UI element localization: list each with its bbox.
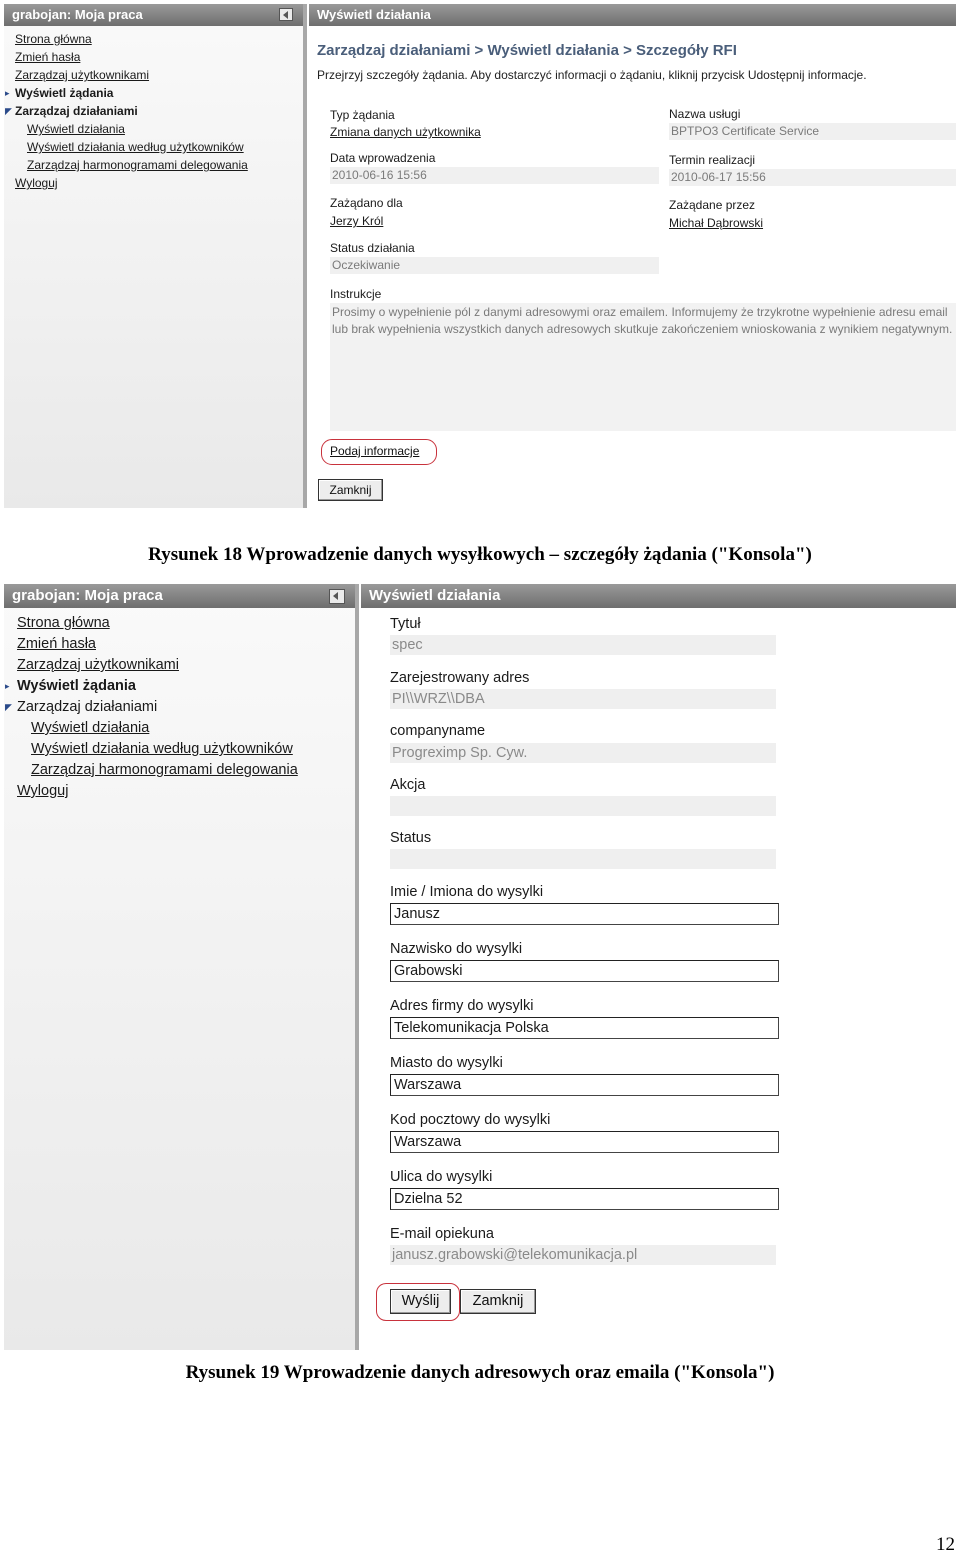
city-input[interactable] [390, 1074, 779, 1096]
collapsed-arrow-icon: ▸ [5, 681, 10, 691]
postal-code-label: Kod pocztowy do wysylki [390, 1112, 551, 1128]
sidebar-title: grabojan: Moja praca [12, 7, 143, 22]
figure-caption-19: Rysunek 19 Wprowadzenie danych adresowych oraz emaila ("Konsola") [185, 1362, 775, 1383]
nav-zmien-hasla[interactable]: Zmień hasła [15, 50, 81, 64]
nav-strona-glowna[interactable]: Strona główna [17, 615, 110, 631]
action-label: Akcja [390, 777, 426, 793]
sidebar-nav [4, 30, 303, 192]
main-panel [309, 4, 956, 508]
nav-strona-glowna[interactable]: Strona główna [15, 32, 92, 46]
status-value [390, 849, 776, 869]
company-address-label: Adres firmy do wysylki [390, 998, 534, 1014]
action-status-value: Oczekiwanie [330, 257, 659, 274]
service-name-value: BPTPO3 Certificate Service [669, 123, 956, 140]
close-button[interactable]: Zamknij [318, 479, 383, 501]
nav-wyswietl-zadania-label: Wyświetl żądania [17, 678, 136, 694]
provide-info-button[interactable]: Podaj informacje [330, 444, 420, 458]
intro-text: Przejrzyj szczegóły żądania. Aby dostarczyć informacji o żądaniu, kliknij przycisk Udostępnij informacje. [317, 68, 867, 82]
nav-zarzadzaj-dzialaniami-label: Zarządzaj działaniami [17, 699, 158, 715]
status-label: Status [390, 830, 432, 846]
street-input[interactable] [390, 1188, 779, 1210]
service-name-label: Nazwa usługi [669, 107, 741, 121]
title-value: spec [390, 635, 776, 655]
breadcrumb: Zarządzaj działaniami > Wyświetl działania > Szczegóły RFI [317, 42, 737, 59]
collapse-sidebar-icon[interactable] [329, 589, 345, 604]
main-header [361, 584, 956, 608]
nav-harmonogramy-delegowania[interactable]: Zarządzaj harmonogramami delegowania [31, 762, 298, 778]
registered-address-value: PI\\WRZ\\DBA [390, 689, 776, 709]
main-panel [361, 584, 956, 1350]
entry-date-label: Data wprowadzenia [330, 151, 436, 165]
street-label: Ulica do wysylki [390, 1169, 493, 1185]
requested-by-link[interactable]: Michał Dąbrowski [669, 216, 764, 230]
requested-for-link[interactable]: Jerzy Król [330, 214, 384, 228]
postal-code-input[interactable] [390, 1131, 779, 1153]
action-value [390, 796, 776, 816]
nav-zarzadzaj-dzialaniami-label: Zarządzaj działaniami [15, 104, 138, 118]
registered-address-label: Zarejestrowany adres [390, 670, 530, 686]
main-title: Wyświetl działania [317, 7, 431, 22]
nav-zmien-hasla[interactable]: Zmień hasła [17, 636, 96, 652]
nav-zarzadzaj-uzytkownikami[interactable]: Zarządzaj użytkownikami [17, 657, 179, 673]
companyname-label: companyname [390, 723, 486, 739]
nav-wyswietl-zadania[interactable] [4, 84, 303, 102]
email-label: E-mail opiekuna [390, 1226, 494, 1242]
request-type-link[interactable]: Zmiana danych użytkownika [330, 125, 481, 139]
nav-zarzadzaj-uzytkownikami[interactable]: Zarządzaj użytkownikami [15, 68, 150, 82]
first-name-input[interactable] [390, 903, 779, 925]
nav-wyswietl-zadania[interactable] [4, 676, 355, 697]
requested-for-label: Zażądano dla [330, 196, 403, 210]
sidebar [4, 4, 307, 508]
nav-wyswietl-dzialania[interactable]: Wyświetl działania [27, 122, 125, 136]
instructions-label: Instrukcje [330, 287, 382, 301]
nav-wyloguj[interactable]: Wyloguj [17, 783, 69, 799]
sidebar-nav [4, 613, 355, 802]
sidebar [4, 584, 359, 1350]
collapse-sidebar-icon[interactable] [279, 8, 293, 21]
close-button[interactable]: Zamknij [460, 1289, 536, 1314]
email-value: janusz.grabowski@telekomunikacja.pl [390, 1245, 776, 1265]
company-address-input[interactable] [390, 1017, 779, 1039]
sidebar-header [4, 4, 303, 26]
last-name-label: Nazwisko do wysylki [390, 941, 523, 957]
main-header [309, 4, 956, 26]
city-label: Miasto do wysylki [390, 1055, 503, 1071]
instructions-text: Prosimy o wypełnienie pól z danymi adresowymi oraz emailem. Informujemy że trzykrotne wypełnienie adresu email lub brak wypełnienia wszystkich danych adresowych skutkuje zakończeniem wnioskowania z wynikiem negatywnym. [330, 303, 956, 431]
collapsed-arrow-icon: ▸ [5, 88, 10, 98]
sidebar-header [4, 584, 355, 608]
requested-by-label: Zażądane przez [669, 198, 756, 212]
send-button[interactable]: Wyślij [390, 1289, 451, 1314]
request-type-label: Typ żądania [330, 108, 395, 122]
screenshot-address-form [4, 584, 956, 1350]
last-name-input[interactable] [390, 960, 779, 982]
nav-wyloguj[interactable]: Wyloguj [15, 176, 58, 190]
companyname-value: Progreximp Sp. Cyw. [390, 743, 776, 763]
nav-zarzadzaj-dzialaniami[interactable] [4, 697, 355, 718]
action-status-label: Status działania [330, 241, 415, 255]
screenshot-rfi-details [4, 4, 956, 508]
nav-dzialania-wg-uzytkownikow[interactable]: Wyświetl działania według użytkowników [31, 741, 293, 757]
due-date-value: 2010-06-17 15:56 [669, 169, 956, 186]
title-label: Tytuł [390, 616, 421, 632]
expanded-arrow-icon: ◤ [5, 106, 12, 116]
nav-wyswietl-zadania-label: Wyświetl żądania [15, 86, 114, 100]
nav-dzialania-wg-uzytkownikow[interactable]: Wyświetl działania według użytkowników [27, 140, 244, 154]
due-date-label: Termin realizacji [669, 153, 756, 167]
nav-zarzadzaj-dzialaniami[interactable] [4, 102, 303, 120]
entry-date-value: 2010-06-16 15:56 [330, 167, 659, 184]
sidebar-title: grabojan: Moja praca [12, 587, 163, 604]
main-title: Wyświetl działania [369, 587, 501, 604]
expanded-arrow-icon: ◤ [5, 702, 12, 712]
page-number: 12 [936, 1534, 955, 1555]
nav-harmonogramy-delegowania[interactable]: Zarządzaj harmonogramami delegowania [27, 158, 248, 172]
figure-caption-18: Rysunek 18 Wprowadzenie danych wysyłkowych – szczegóły żądania ("Konsola") [148, 544, 812, 565]
first-name-label: Imie / Imiona do wysylki [390, 884, 544, 900]
nav-wyswietl-dzialania[interactable]: Wyświetl działania [31, 720, 150, 736]
